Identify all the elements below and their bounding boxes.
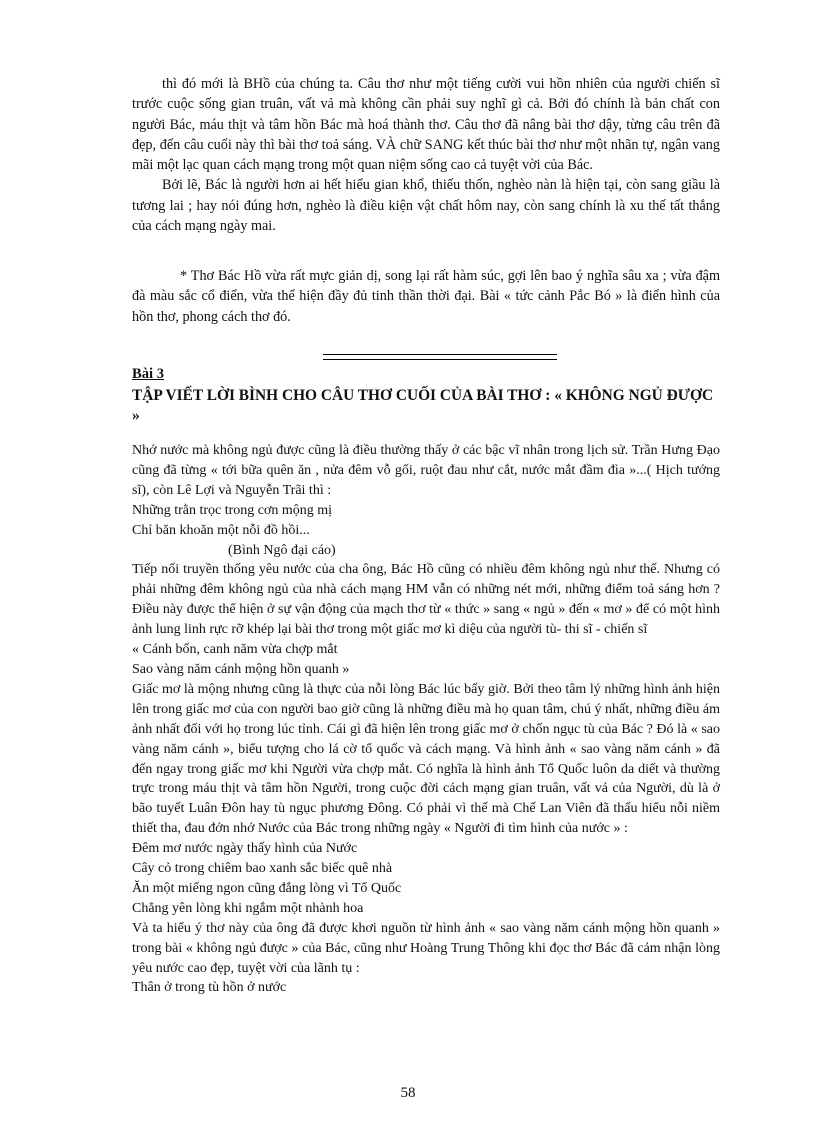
essay-body bbox=[132, 441, 720, 998]
paragraph: Bởi lẽ, Bác là người hơn ai hết hiểu gian khổ, thiếu thốn, nghèo nàn là hiện tại, còn sang giầu là tương lai ; hay nói đúng hơn, nghèo là điều kiện vật chất hôm nay, còn sang chính là xu thế tất thắng của cách mạng ngày mai. bbox=[132, 177, 720, 235]
paragraph: Nhớ nước mà không ngủ được cũng là điều thường thấy ở các bậc vĩ nhân trong lịch sử. Trần Hưng Đạo cũng đã từng « tới bữa quên ăn , nửa đêm vỗ gối, ruột đau như cắt, nước mắt đầm đìa »...( Hịch tướng sĩ), còn Lê Lợi và Nguyễn Trãi thì : bbox=[132, 443, 720, 498]
citation: (Bình Ngô đại cáo) bbox=[228, 542, 336, 558]
section-label: Bài 3 bbox=[132, 366, 165, 382]
paragraph: Và ta hiểu ý thơ này của ông đã được khơi nguồn từ hình ảnh « sao vàng năm cánh mộng hồn quanh » trong bài « không ngủ được » của Bác, cũng như Hoàng Trung Thông khi đọc thơ Bác đã cảm nhận lòng yêu nước cao đẹp, tuyệt vời của lãnh tụ : bbox=[132, 920, 720, 976]
verse-line: Những trằn trọc trong cơn mộng mị bbox=[132, 502, 333, 518]
verse-line: Đêm mơ nước ngày thấy hình của Nước bbox=[132, 841, 358, 857]
section-divider bbox=[323, 354, 557, 360]
summary-note: * Thơ Bác Hồ vừa rất mực giản dị, song lại rất hàm súc, gợi lên bao ý nghĩa sâu xa ; vừa đậm đà màu sắc cổ điển, vừa thể hiện đầy đủ tinh thần thời đại. Bài « tức cảnh Pắc Bó » là điển hình của hồn thơ, phong cách thơ đó. bbox=[132, 268, 720, 325]
verse-line: « Cánh bốn, canh năm vừa chợp mắt bbox=[132, 642, 338, 658]
verse-line: Cây cỏ trong chiêm bao xanh sắc biếc quê nhà bbox=[132, 861, 393, 877]
verse-line: Ăn một miếng ngon cũng đắng lòng vì Tổ Quốc bbox=[132, 880, 402, 896]
page-number: 58 bbox=[400, 1085, 416, 1101]
verse-line: Thân ở trong tù hồn ở nước bbox=[132, 980, 287, 996]
paragraph: Tiếp nối truyền thống yêu nước của cha ông, Bác Hồ cũng có nhiều đêm không ngủ như thế. Nhưng có phải những đêm không ngủ của nhà cách mạng HM vẫn có những nét mới, những điểm toả sáng hơn ? Điều này được thể hiện ở sự vận động của mạch thơ từ « thức » sang « ngủ » đến « mơ » để có một hình ảnh lung linh rực rỡ khép lại bài thơ trong một giấc mơ kì diệu của người tù- thi sĩ - chiến sĩ bbox=[132, 562, 720, 638]
verse-line: Chỉ băn khoăn một nỗi đồ hồi... bbox=[132, 522, 310, 538]
paragraph: thì đó mới là BHồ của chúng ta. Câu thơ như một tiếng cười vui hồn nhiên của người chiến sĩ trước cuộc sống gian truân, vất vả mà không cần phải suy nghĩ gì cả. Bởi đó chính là bản chất con người Bác, máu thịt và tâm hồn Bác mà hoá thành thơ. Câu thơ đã nâng bài thơ dậy, từng câu trên đã đẹp, đến câu cuối này thì bài thơ toả sáng. VÀ chữ SANG kết thúc bài thơ như một nhãn tự, ngân vang mãi một lạc quan cách mạng trong một quan niệm sống cao cả tuyệt vời của Bác. bbox=[132, 76, 720, 174]
paragraph: Giấc mơ là mộng nhưng cũng là thực của nỗi lòng Bác lúc bấy giờ. Bởi theo tâm lý những hình ảnh hiện lên trong giấc mơ của con người bao giờ cũng là những điều mà họ quan tâm, chú ý nhất, những điều ám ảnh nhất đối với họ trong lúc tỉnh. Cái gì đã hiện lên trong giấc mơ ở chốn ngục tù của Bác ? Đó là « sao vàng năm cánh », biểu tượng cho lá cờ tổ quốc và cách mạng. Và hình ảnh « sao vàng năm cánh » đã đến ngay trong giấc mơ khi Người vừa chợp mắt. Có nghĩa là hình ảnh Tổ Quốc luôn da diết và thường trực trong máu thịt và tâm hồn Người, trong cuộc đời cách mạng gian truân, vất vả của Người, dù là ở bão tuyết Luân Đôn hay tù ngục phương Đông. Có phải vì thế mà Chế Lan Viên đã thấu hiểu nỗi niềm thiết tha, đau đớn nhớ Nước của Bác trong những ngày « Người đi tìm hình của nước » : bbox=[132, 681, 720, 837]
section-title: TẬP VIẾT LỜI BÌNH CHO CÂU THƠ CUỐI CỦA BÀI THƠ : « KHÔNG NGỦ ĐƯỢC » bbox=[132, 387, 714, 424]
verse-line: Sao vàng năm cánh mộng hồn quanh » bbox=[132, 661, 350, 677]
verse-line: Chẳng yên lòng khi ngắm một nhành hoa bbox=[132, 900, 364, 916]
intro-section bbox=[132, 74, 720, 236]
